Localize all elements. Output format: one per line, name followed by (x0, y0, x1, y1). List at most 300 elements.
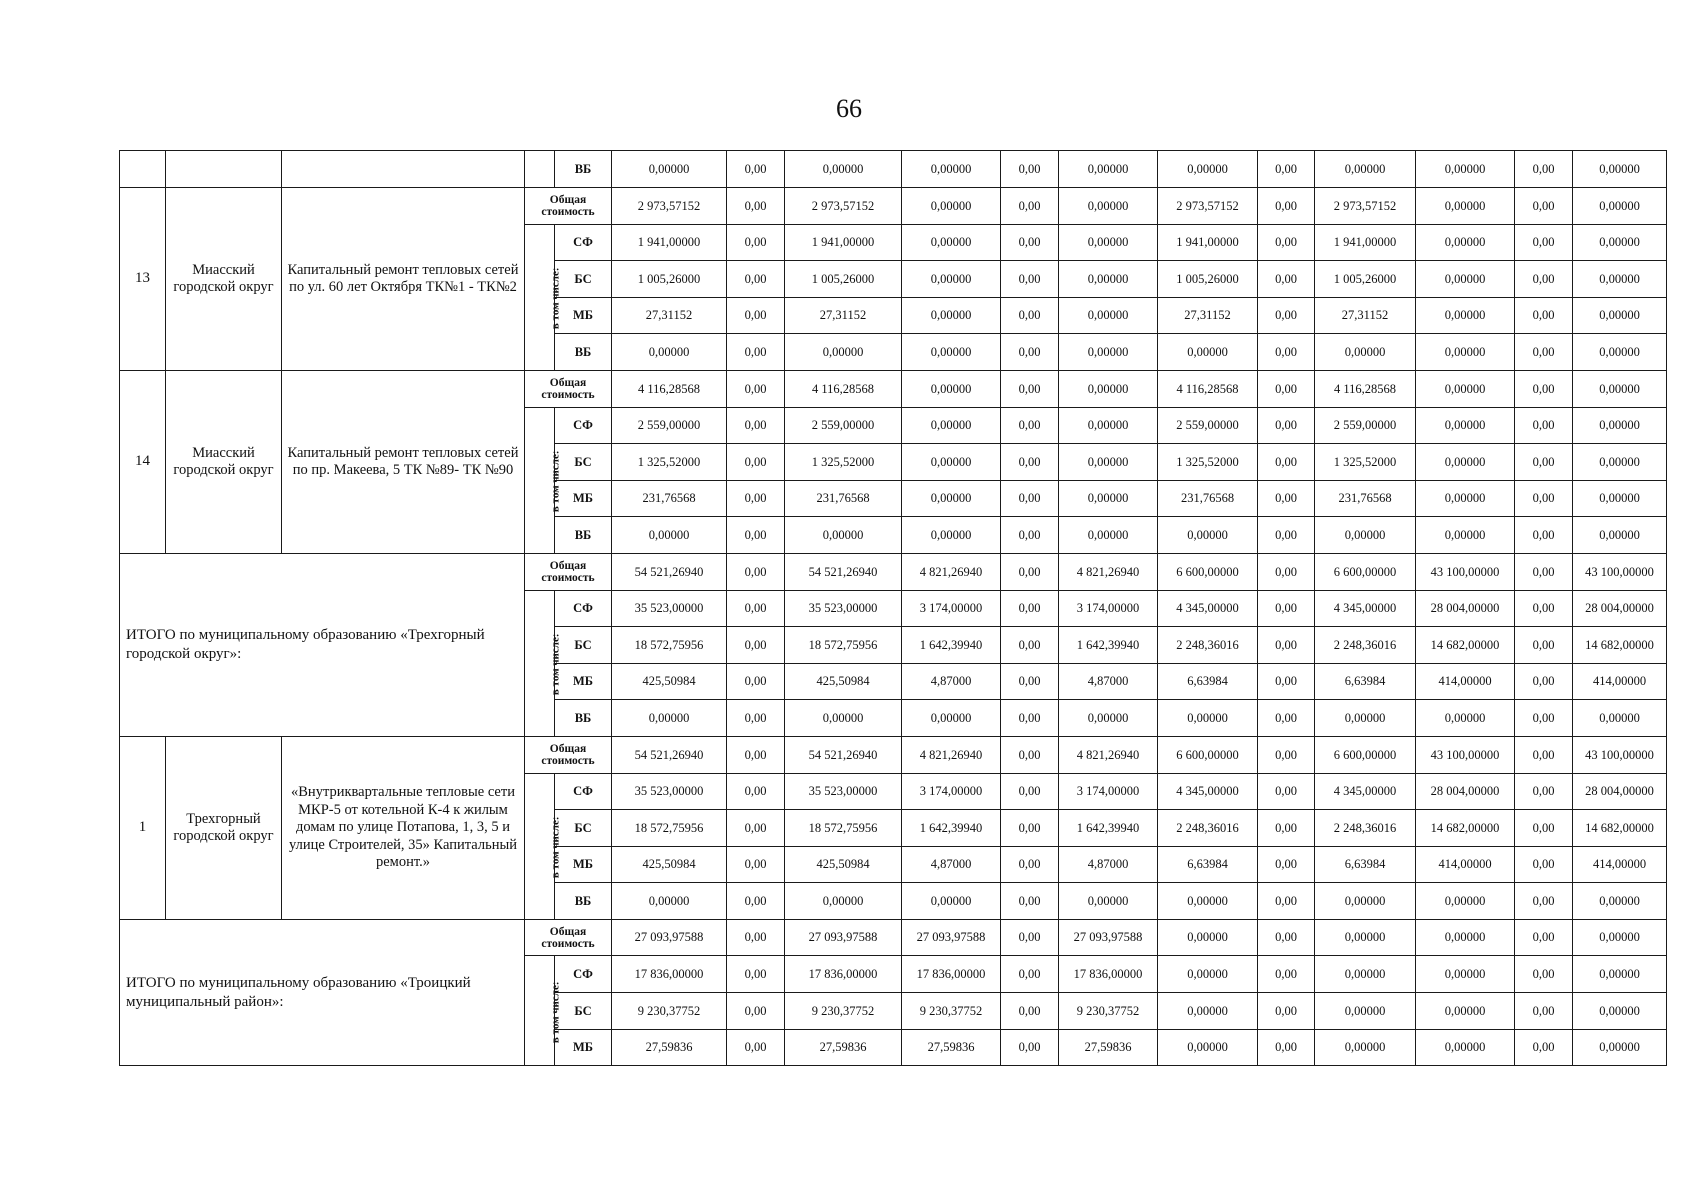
value-cell: 0,00000 (1416, 297, 1515, 334)
value-cell: 0,00 (1258, 444, 1315, 481)
source-label: ВБ (555, 883, 612, 920)
value-cell: 0,00 (1001, 553, 1059, 590)
value-cell: 6 600,00000 (1158, 553, 1258, 590)
in-that-number-text: в том числе: (549, 450, 562, 513)
value-cell: 6,63984 (1158, 663, 1258, 700)
value-cell: 0,00 (1515, 663, 1573, 700)
value-cell: 0,00 (1258, 846, 1315, 883)
value-cell: 0,00000 (1315, 517, 1416, 554)
value-cell: 0,00 (1515, 261, 1573, 298)
value-cell: 0,00 (1001, 480, 1059, 517)
value-cell: 0,00 (1001, 846, 1059, 883)
value-cell: 0,00000 (1059, 370, 1158, 407)
value-cell: 0,00000 (1416, 1029, 1515, 1066)
value-cell: 27,31152 (1315, 297, 1416, 334)
value-cell: 0,00000 (1573, 224, 1667, 261)
value-cell: 0,00 (727, 261, 785, 298)
municipality-cell (166, 151, 282, 188)
table-row (120, 370, 1667, 407)
value-cell: 0,00 (727, 1029, 785, 1066)
table-row (120, 919, 1667, 956)
value-cell: 0,00000 (1315, 883, 1416, 920)
value-cell: 0,00000 (902, 883, 1001, 920)
value-cell: 28 004,00000 (1573, 773, 1667, 810)
value-cell: 0,00 (727, 151, 785, 188)
value-cell: 0,00000 (902, 517, 1001, 554)
value-cell: 0,00 (1001, 188, 1059, 225)
value-cell: 14 682,00000 (1416, 810, 1515, 847)
value-cell: 0,00000 (1573, 261, 1667, 298)
value-cell: 0,00 (727, 370, 785, 407)
value-cell: 425,50984 (785, 846, 902, 883)
value-cell: 9 230,37752 (1059, 993, 1158, 1030)
value-cell: 2 559,00000 (1158, 407, 1258, 444)
in-that-number-text: в том числе: (549, 981, 562, 1043)
value-cell: 4 821,26940 (1059, 553, 1158, 590)
value-cell: 0,00 (1515, 370, 1573, 407)
value-cell: 4,87000 (902, 846, 1001, 883)
total-cost-label: Общая стоимость (525, 919, 612, 956)
value-cell: 27,31152 (785, 297, 902, 334)
value-cell: 0,00 (727, 773, 785, 810)
value-cell: 6,63984 (1315, 663, 1416, 700)
value-cell: 35 523,00000 (785, 590, 902, 627)
value-cell: 0,00 (727, 736, 785, 773)
page-number: 66 (836, 94, 862, 123)
value-cell: 0,00000 (902, 297, 1001, 334)
value-cell: 28 004,00000 (1416, 773, 1515, 810)
value-cell: 4 116,28568 (1315, 370, 1416, 407)
value-cell: 0,00000 (1059, 297, 1158, 334)
value-cell: 0,00000 (1158, 883, 1258, 920)
value-cell: 0,00000 (902, 261, 1001, 298)
value-cell: 0,00000 (1573, 334, 1667, 371)
value-cell: 0,00 (1001, 151, 1059, 188)
value-cell: 0,00000 (1573, 883, 1667, 920)
source-label: СФ (555, 407, 612, 444)
value-cell: 0,00000 (785, 151, 902, 188)
value-cell: 1 941,00000 (1158, 224, 1258, 261)
value-cell: 0,00 (727, 444, 785, 481)
value-cell: 231,76568 (785, 480, 902, 517)
source-label: ВБ (555, 517, 612, 554)
value-cell: 0,00 (1001, 297, 1059, 334)
value-cell: 0,00 (1001, 627, 1059, 664)
value-cell: 1 005,26000 (1158, 261, 1258, 298)
value-cell: 0,00 (1258, 188, 1315, 225)
value-cell: 0,00000 (1416, 919, 1515, 956)
value-cell: 27 093,97588 (785, 919, 902, 956)
value-cell: 54 521,26940 (612, 553, 727, 590)
value-cell: 1 325,52000 (612, 444, 727, 481)
in-that-number-text: в том числе: (549, 816, 562, 878)
value-cell: 0,00 (1515, 773, 1573, 810)
value-cell: 0,00000 (1059, 883, 1158, 920)
value-cell: 0,00000 (1573, 1029, 1667, 1066)
source-label: ВБ (555, 151, 612, 188)
value-cell: 27,59836 (902, 1029, 1001, 1066)
value-cell: 2 973,57152 (785, 188, 902, 225)
in-that-number-label (525, 407, 562, 553)
value-cell: 0,00 (1258, 700, 1315, 737)
value-cell: 0,00 (727, 590, 785, 627)
value-cell: 27,31152 (1158, 297, 1258, 334)
value-cell: 0,00000 (1573, 956, 1667, 993)
value-cell: 0,00000 (1059, 188, 1158, 225)
in-that-number-label (525, 773, 562, 919)
value-cell: 2 559,00000 (1315, 407, 1416, 444)
budget-table (119, 150, 1667, 1066)
value-cell: 0,00 (727, 846, 785, 883)
value-cell: 0,00 (1258, 956, 1315, 993)
value-cell: 1 005,26000 (612, 261, 727, 298)
value-cell: 27,59836 (612, 1029, 727, 1066)
table-row (120, 151, 1667, 188)
value-cell: 0,00000 (1059, 151, 1158, 188)
value-cell: 0,00000 (1059, 480, 1158, 517)
value-cell: 0,00000 (1158, 517, 1258, 554)
value-cell: 0,00 (1001, 370, 1059, 407)
value-cell: 2 973,57152 (1158, 188, 1258, 225)
value-cell: 2 973,57152 (612, 188, 727, 225)
value-cell: 0,00000 (1059, 261, 1158, 298)
value-cell: 0,00000 (902, 370, 1001, 407)
value-cell: 0,00000 (1315, 956, 1416, 993)
source-label: МБ (555, 297, 612, 334)
value-cell: 425,50984 (785, 663, 902, 700)
value-cell: 0,00 (727, 810, 785, 847)
value-cell: 28 004,00000 (1573, 590, 1667, 627)
value-cell: 0,00000 (1059, 224, 1158, 261)
value-cell: 0,00000 (902, 480, 1001, 517)
value-cell: 0,00 (1515, 810, 1573, 847)
value-cell: 17 836,00000 (612, 956, 727, 993)
value-cell: 0,00000 (1416, 883, 1515, 920)
value-cell: 0,00 (1258, 1029, 1315, 1066)
value-cell: 3 174,00000 (902, 590, 1001, 627)
value-cell: 4 821,26940 (1059, 736, 1158, 773)
value-cell: 27 093,97588 (612, 919, 727, 956)
value-cell: 2 559,00000 (785, 407, 902, 444)
source-label: СФ (555, 773, 612, 810)
value-cell: 0,00000 (1573, 444, 1667, 481)
value-cell: 6,63984 (1315, 846, 1416, 883)
value-cell: 0,00000 (1416, 370, 1515, 407)
in-that-number-label (525, 224, 562, 370)
project-description: «Внутриквартальные тепловые сети МКР-5 от котельной К-4 к жилым домам по улице Потапова, 1, 3, 5 и улице Строителей, 35» Капитальный ремонт.» (282, 736, 525, 919)
value-cell: 2 248,36016 (1315, 627, 1416, 664)
value-cell: 0,00 (1001, 334, 1059, 371)
source-label: БС (555, 261, 612, 298)
value-cell: 0,00 (1515, 590, 1573, 627)
in-that-number-text: в том числе: (549, 633, 562, 696)
value-cell: 0,00000 (1315, 151, 1416, 188)
source-label: МБ (555, 663, 612, 700)
value-cell: 0,00 (1258, 261, 1315, 298)
value-cell: 0,00 (1001, 919, 1059, 956)
value-cell: 0,00 (727, 919, 785, 956)
value-cell: 0,00000 (1158, 919, 1258, 956)
value-cell: 0,00000 (1158, 993, 1258, 1030)
value-cell: 0,00000 (612, 883, 727, 920)
value-cell: 0,00 (727, 700, 785, 737)
value-cell: 0,00000 (1573, 700, 1667, 737)
index-cell (120, 151, 166, 188)
value-cell: 4 345,00000 (1158, 590, 1258, 627)
value-cell: 2 973,57152 (1315, 188, 1416, 225)
value-cell: 0,00000 (612, 151, 727, 188)
value-cell: 0,00 (1258, 334, 1315, 371)
total-cost-label: Общая стоимость (525, 553, 612, 590)
value-cell: 2 559,00000 (612, 407, 727, 444)
value-cell: 17 836,00000 (1059, 956, 1158, 993)
value-cell: 0,00 (1258, 736, 1315, 773)
value-cell: 1 642,39940 (902, 627, 1001, 664)
value-cell: 0,00 (1001, 590, 1059, 627)
value-cell: 231,76568 (1315, 480, 1416, 517)
value-cell: 0,00 (1001, 407, 1059, 444)
value-cell: 0,00000 (1158, 334, 1258, 371)
value-cell: 4 821,26940 (902, 736, 1001, 773)
value-cell: 4 116,28568 (785, 370, 902, 407)
value-cell: 0,00 (1001, 224, 1059, 261)
source-label: СФ (555, 590, 612, 627)
value-cell: 0,00 (1001, 444, 1059, 481)
table-body (120, 151, 1667, 1066)
value-cell: 0,00 (727, 480, 785, 517)
in-that-number-label (525, 956, 562, 1066)
row-number: 1 (120, 736, 166, 919)
value-cell: 0,00000 (785, 883, 902, 920)
value-cell: 0,00000 (1059, 517, 1158, 554)
value-cell: 35 523,00000 (612, 773, 727, 810)
value-cell: 35 523,00000 (785, 773, 902, 810)
value-cell: 0,00000 (1416, 334, 1515, 371)
value-cell: 0,00 (1515, 993, 1573, 1030)
value-cell: 0,00 (1258, 224, 1315, 261)
value-cell: 43 100,00000 (1416, 736, 1515, 773)
value-cell: 0,00000 (902, 700, 1001, 737)
value-cell: 0,00 (1001, 663, 1059, 700)
value-cell: 0,00 (1515, 553, 1573, 590)
value-cell: 0,00000 (612, 334, 727, 371)
source-label: БС (555, 810, 612, 847)
value-cell: 4 345,00000 (1315, 590, 1416, 627)
value-cell: 0,00000 (1158, 151, 1258, 188)
value-cell: 0,00 (1515, 956, 1573, 993)
value-cell: 414,00000 (1416, 846, 1515, 883)
value-cell: 3 174,00000 (902, 773, 1001, 810)
value-cell: 0,00 (1515, 883, 1573, 920)
value-cell: 35 523,00000 (612, 590, 727, 627)
value-cell: 414,00000 (1416, 663, 1515, 700)
value-cell: 18 572,75956 (612, 810, 727, 847)
value-cell: 0,00 (1258, 297, 1315, 334)
value-cell: 0,00000 (1416, 224, 1515, 261)
value-cell: 18 572,75956 (785, 810, 902, 847)
value-cell: 27,31152 (612, 297, 727, 334)
value-cell: 425,50984 (612, 663, 727, 700)
table-row (120, 736, 1667, 773)
value-cell: 17 836,00000 (785, 956, 902, 993)
value-cell: 0,00 (1515, 151, 1573, 188)
value-cell: 2 248,36016 (1158, 810, 1258, 847)
value-cell: 28 004,00000 (1416, 590, 1515, 627)
value-cell: 231,76568 (612, 480, 727, 517)
value-cell: 1 642,39940 (902, 810, 1001, 847)
value-cell: 0,00000 (1158, 1029, 1258, 1066)
value-cell: 0,00 (1258, 151, 1315, 188)
value-cell: 414,00000 (1573, 846, 1667, 883)
table-row (120, 553, 1667, 590)
source-label: БС (555, 444, 612, 481)
value-cell: 0,00000 (902, 334, 1001, 371)
value-cell: 0,00000 (1315, 1029, 1416, 1066)
value-cell: 0,00 (1515, 700, 1573, 737)
value-cell: 0,00 (1258, 553, 1315, 590)
value-cell: 0,00 (1515, 224, 1573, 261)
value-cell: 0,00 (727, 956, 785, 993)
value-cell: 0,00000 (1059, 700, 1158, 737)
table-row (120, 188, 1667, 225)
value-cell: 0,00 (1515, 480, 1573, 517)
value-cell: 0,00000 (902, 224, 1001, 261)
value-cell: 27 093,97588 (902, 919, 1001, 956)
value-cell: 0,00 (727, 883, 785, 920)
municipality-name: Миасский городской округ (166, 188, 282, 371)
value-cell: 4,87000 (1059, 663, 1158, 700)
value-cell: 1 941,00000 (785, 224, 902, 261)
value-cell: 0,00000 (1416, 993, 1515, 1030)
value-cell: 0,00 (1258, 773, 1315, 810)
source-label: СФ (555, 224, 612, 261)
value-cell: 6 600,00000 (1315, 553, 1416, 590)
value-cell: 0,00000 (1416, 261, 1515, 298)
value-cell: 0,00000 (1059, 334, 1158, 371)
value-cell: 4 345,00000 (1158, 773, 1258, 810)
value-cell: 0,00000 (902, 407, 1001, 444)
value-cell: 27,59836 (1059, 1029, 1158, 1066)
municipality-name: Трехгорный городской округ (166, 736, 282, 919)
value-cell: 0,00 (1258, 993, 1315, 1030)
value-cell: 0,00000 (1315, 334, 1416, 371)
source-label: МБ (555, 846, 612, 883)
value-cell: 0,00 (727, 407, 785, 444)
value-cell: 0,00 (1258, 883, 1315, 920)
value-cell: 0,00000 (1573, 407, 1667, 444)
total-cost-label: Общая стоимость (525, 370, 612, 407)
value-cell: 0,00 (1515, 407, 1573, 444)
value-cell: 54 521,26940 (785, 736, 902, 773)
value-cell: 4 116,28568 (612, 370, 727, 407)
value-cell: 0,00000 (1416, 700, 1515, 737)
value-cell: 0,00000 (1416, 517, 1515, 554)
value-cell: 1 941,00000 (612, 224, 727, 261)
value-cell: 0,00 (727, 993, 785, 1030)
value-cell: 4 345,00000 (1315, 773, 1416, 810)
total-cost-label: Общая стоимость (525, 188, 612, 225)
value-cell: 0,00000 (612, 517, 727, 554)
value-cell: 414,00000 (1573, 663, 1667, 700)
value-cell: 0,00000 (1059, 407, 1158, 444)
value-cell: 0,00 (1515, 627, 1573, 664)
project-description: Капитальный ремонт тепловых сетей по пр. Макеева, 5 ТК №89- ТК №90 (282, 370, 525, 553)
value-cell: 0,00 (1001, 773, 1059, 810)
value-cell: 4 116,28568 (1158, 370, 1258, 407)
project-description: Капитальный ремонт тепловых сетей по ул. 60 лет Октября ТК№1 - ТК№2 (282, 188, 525, 371)
value-cell: 1 941,00000 (1315, 224, 1416, 261)
value-cell: 0,00 (1258, 919, 1315, 956)
value-cell: 0,00000 (1315, 993, 1416, 1030)
value-cell: 0,00 (727, 627, 785, 664)
value-cell: 6 600,00000 (1315, 736, 1416, 773)
value-cell: 0,00 (1515, 188, 1573, 225)
value-cell: 6 600,00000 (1158, 736, 1258, 773)
value-cell: 0,00000 (902, 151, 1001, 188)
value-cell: 231,76568 (1158, 480, 1258, 517)
value-cell: 0,00000 (1573, 188, 1667, 225)
value-cell: 0,00000 (1416, 188, 1515, 225)
value-cell: 0,00 (1515, 297, 1573, 334)
value-cell: 43 100,00000 (1573, 553, 1667, 590)
value-cell: 0,00 (1258, 407, 1315, 444)
value-cell: 0,00 (1258, 480, 1315, 517)
value-cell: 1 642,39940 (1059, 810, 1158, 847)
value-cell: 0,00000 (1416, 956, 1515, 993)
value-cell: 0,00 (1001, 993, 1059, 1030)
value-cell: 1 005,26000 (785, 261, 902, 298)
value-cell: 0,00000 (1315, 700, 1416, 737)
value-cell: 0,00000 (785, 334, 902, 371)
value-cell: 0,00000 (1573, 370, 1667, 407)
value-cell: 9 230,37752 (785, 993, 902, 1030)
value-cell: 14 682,00000 (1573, 810, 1667, 847)
value-cell: 0,00 (1258, 370, 1315, 407)
total-cost-label: Общая стоимость (525, 736, 612, 773)
value-cell: 3 174,00000 (1059, 590, 1158, 627)
value-cell: 17 836,00000 (902, 956, 1001, 993)
value-cell: 9 230,37752 (612, 993, 727, 1030)
value-cell: 43 100,00000 (1573, 736, 1667, 773)
value-cell: 14 682,00000 (1416, 627, 1515, 664)
value-cell: 1 325,52000 (1158, 444, 1258, 481)
value-cell: 0,00 (1515, 736, 1573, 773)
value-cell: 14 682,00000 (1573, 627, 1667, 664)
value-cell: 0,00 (1258, 810, 1315, 847)
value-cell: 0,00000 (1158, 700, 1258, 737)
row-number: 14 (120, 370, 166, 553)
in-that-number-text: в том числе: (549, 267, 562, 330)
vertical-label-cell (525, 151, 555, 188)
value-cell: 0,00 (1258, 517, 1315, 554)
value-cell: 4,87000 (1059, 846, 1158, 883)
source-label: СФ (555, 956, 612, 993)
value-cell: 0,00000 (1416, 407, 1515, 444)
value-cell: 0,00000 (1416, 151, 1515, 188)
value-cell: 0,00 (727, 224, 785, 261)
value-cell: 0,00000 (785, 517, 902, 554)
value-cell: 0,00 (727, 553, 785, 590)
value-cell: 27,59836 (785, 1029, 902, 1066)
row-number: 13 (120, 188, 166, 371)
value-cell: 0,00 (1001, 1029, 1059, 1066)
value-cell: 0,00 (1258, 590, 1315, 627)
value-cell: 0,00 (1001, 736, 1059, 773)
value-cell: 0,00 (1001, 956, 1059, 993)
source-label: ВБ (555, 334, 612, 371)
value-cell: 0,00000 (1573, 480, 1667, 517)
value-cell: 0,00000 (902, 444, 1001, 481)
